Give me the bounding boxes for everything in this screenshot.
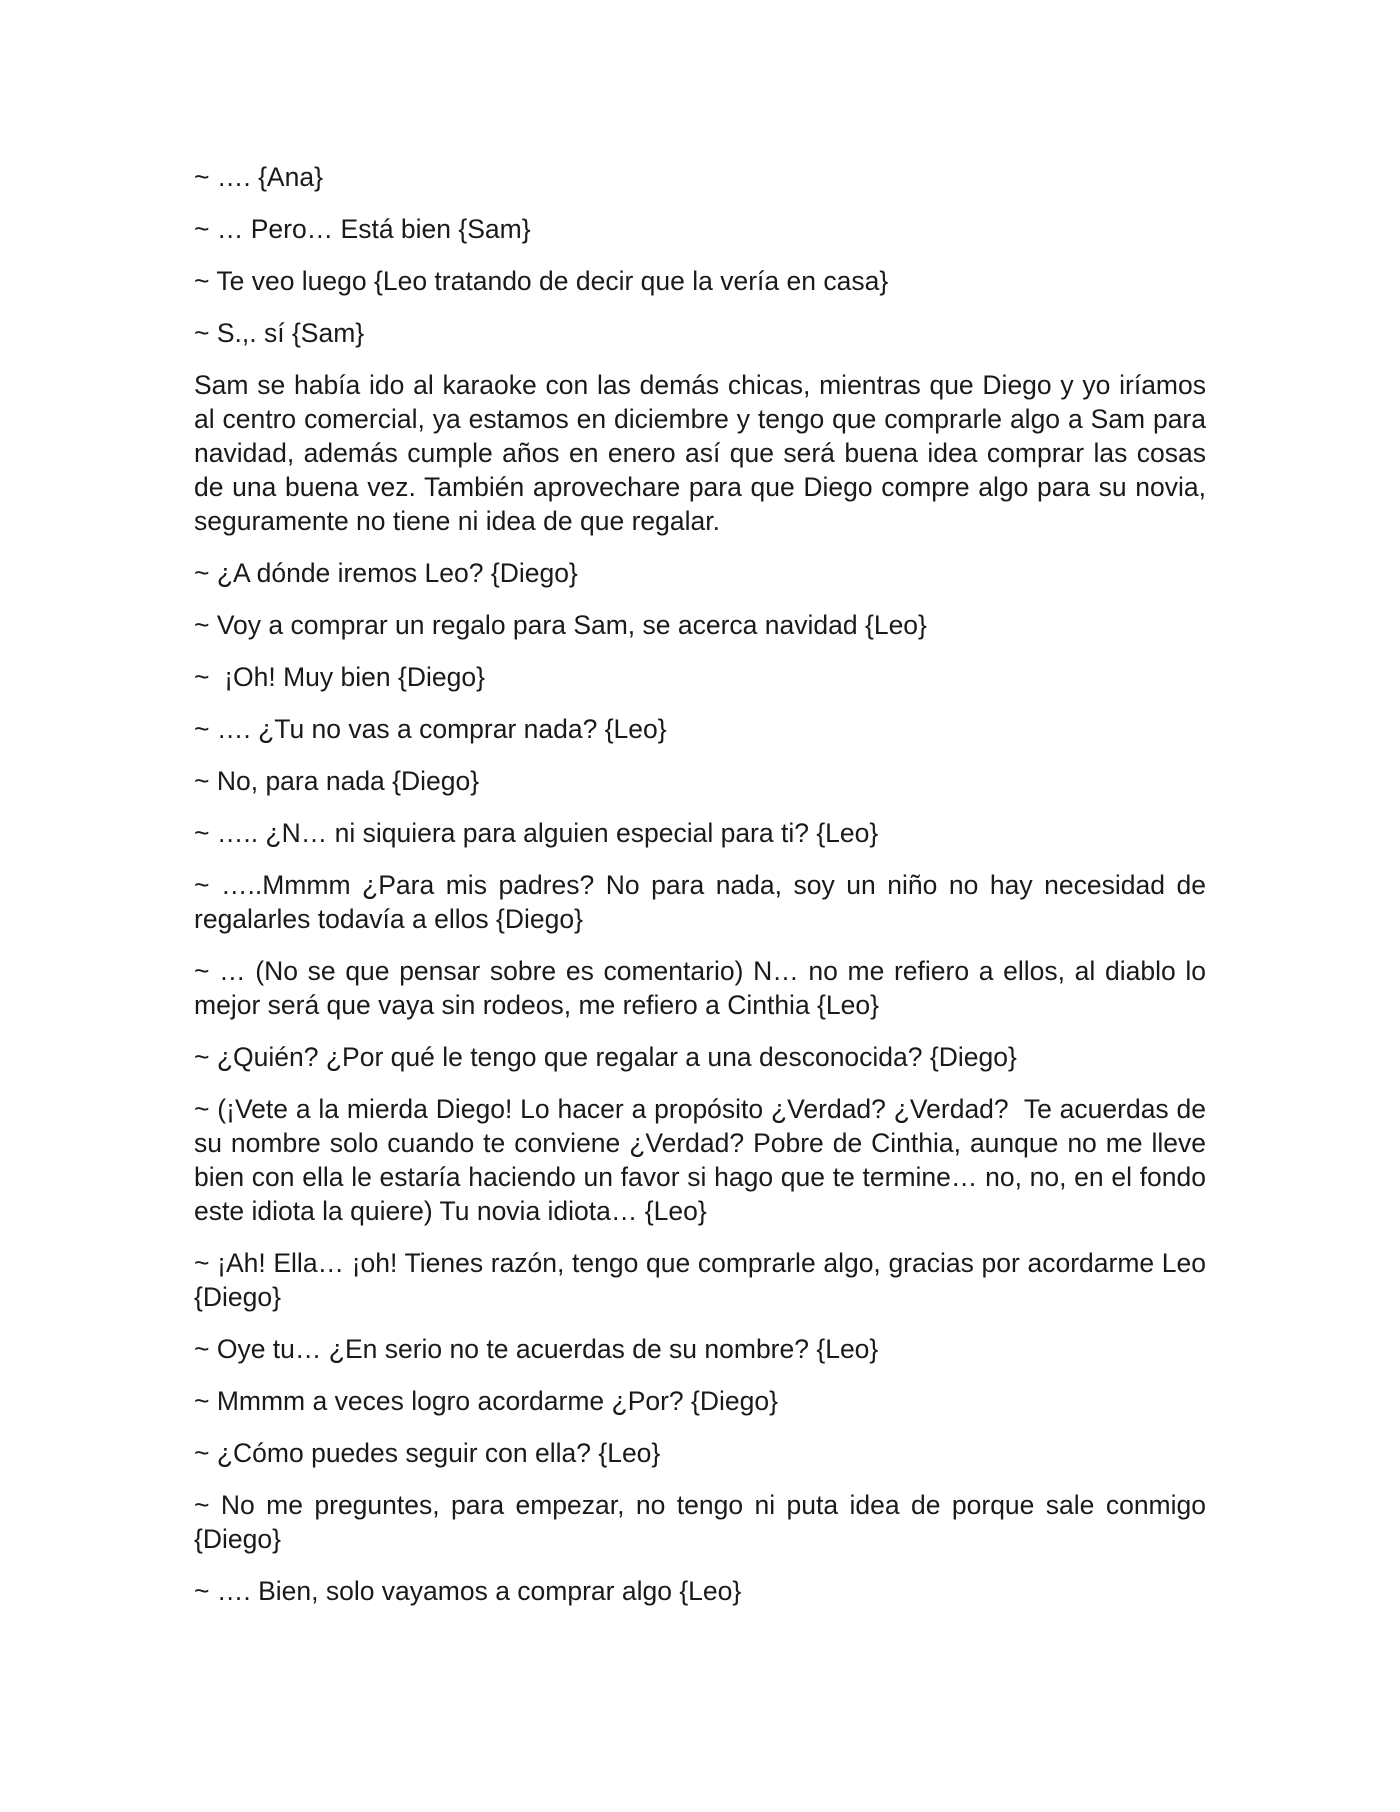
dialogue-line: ~ Oye tu… ¿En serio no te acuerdas de su nombre? {Leo} bbox=[194, 1334, 879, 1364]
dialogue-line: ~ Te veo luego {Leo tratando de decir que la vería en casa} bbox=[194, 266, 889, 296]
dialogue-line: ~ Voy a comprar un regalo para Sam, se acerca navidad {Leo} bbox=[194, 610, 927, 640]
dialogue-line: ~ No, para nada {Diego} bbox=[194, 766, 480, 796]
dialogue-line: ~ … Pero… Está bien {Sam} bbox=[194, 214, 531, 244]
narration-paragraph: Sam se había ido al karaoke con las demás chicas, mientras que Diego y yo iríamos al centro comercial, ya estamos en diciembre y tengo que comprarle algo a Sam para navidad, además cumple años en enero así que será buena idea comprar las cosas de una buena vez. También aprovechare para que Diego compre algo para su novia, seguramente no tiene ni idea de que regalar. bbox=[194, 370, 1214, 536]
dialogue-line: ~ ….. ¿N… ni siquiera para alguien especial para ti? {Leo} bbox=[194, 818, 879, 848]
dialogue-line: ~ …. ¿Tu no vas a comprar nada? {Leo} bbox=[194, 714, 667, 744]
dialogue-line: ~ Mmmm a veces logro acordarme ¿Por? {Diego} bbox=[194, 1386, 778, 1416]
dialogue-line: ~ (¡Vete a la mierda Diego! Lo hacer a propósito ¿Verdad? ¿Verdad? Te acuerdas de su nombre solo cuando te conviene ¿Verdad? Pobre de Cinthia, aunque no me lleve bien con ella le estaría haciendo un favor si hago que te termine… no, no, en el fondo este idiota la quiere) Tu novia idiota… {Leo} bbox=[194, 1094, 1214, 1226]
dialogue-line: ~ No me preguntes, para empezar, no tengo ni puta idea de porque sale conmigo {Diego} bbox=[194, 1490, 1214, 1554]
dialogue-line: ~ ¡Oh! Muy bien {Diego} bbox=[194, 662, 485, 692]
document-page bbox=[194, 160, 1214, 1626]
dialogue-line: ~ ¿Cómo puedes seguir con ella? {Leo} bbox=[194, 1438, 661, 1468]
dialogue-line: ~ …. Bien, solo vayamos a comprar algo {Leo} bbox=[194, 1576, 742, 1606]
dialogue-line: ~ …..Mmmm ¿Para mis padres? No para nada, soy un niño no hay necesidad de regalarles todavía a ellos {Diego} bbox=[194, 870, 1214, 934]
dialogue-line: ~ … (No se que pensar sobre es comentario) N… no me refiero a ellos, al diablo lo mejor será que vaya sin rodeos, me refiero a Cinthia {Leo} bbox=[194, 956, 1214, 1020]
dialogue-line: ~ S.,. sí {Sam} bbox=[194, 318, 365, 348]
dialogue-line: ~ ¿Quién? ¿Por qué le tengo que regalar a una desconocida? {Diego} bbox=[194, 1042, 1017, 1072]
dialogue-line: ~ ¿A dónde iremos Leo? {Diego} bbox=[194, 558, 578, 588]
dialogue-line: ~ ¡Ah! Ella… ¡oh! Tienes razón, tengo que comprarle algo, gracias por acordarme Leo {Diego} bbox=[194, 1248, 1214, 1312]
dialogue-line: ~ …. {Ana} bbox=[194, 162, 323, 192]
